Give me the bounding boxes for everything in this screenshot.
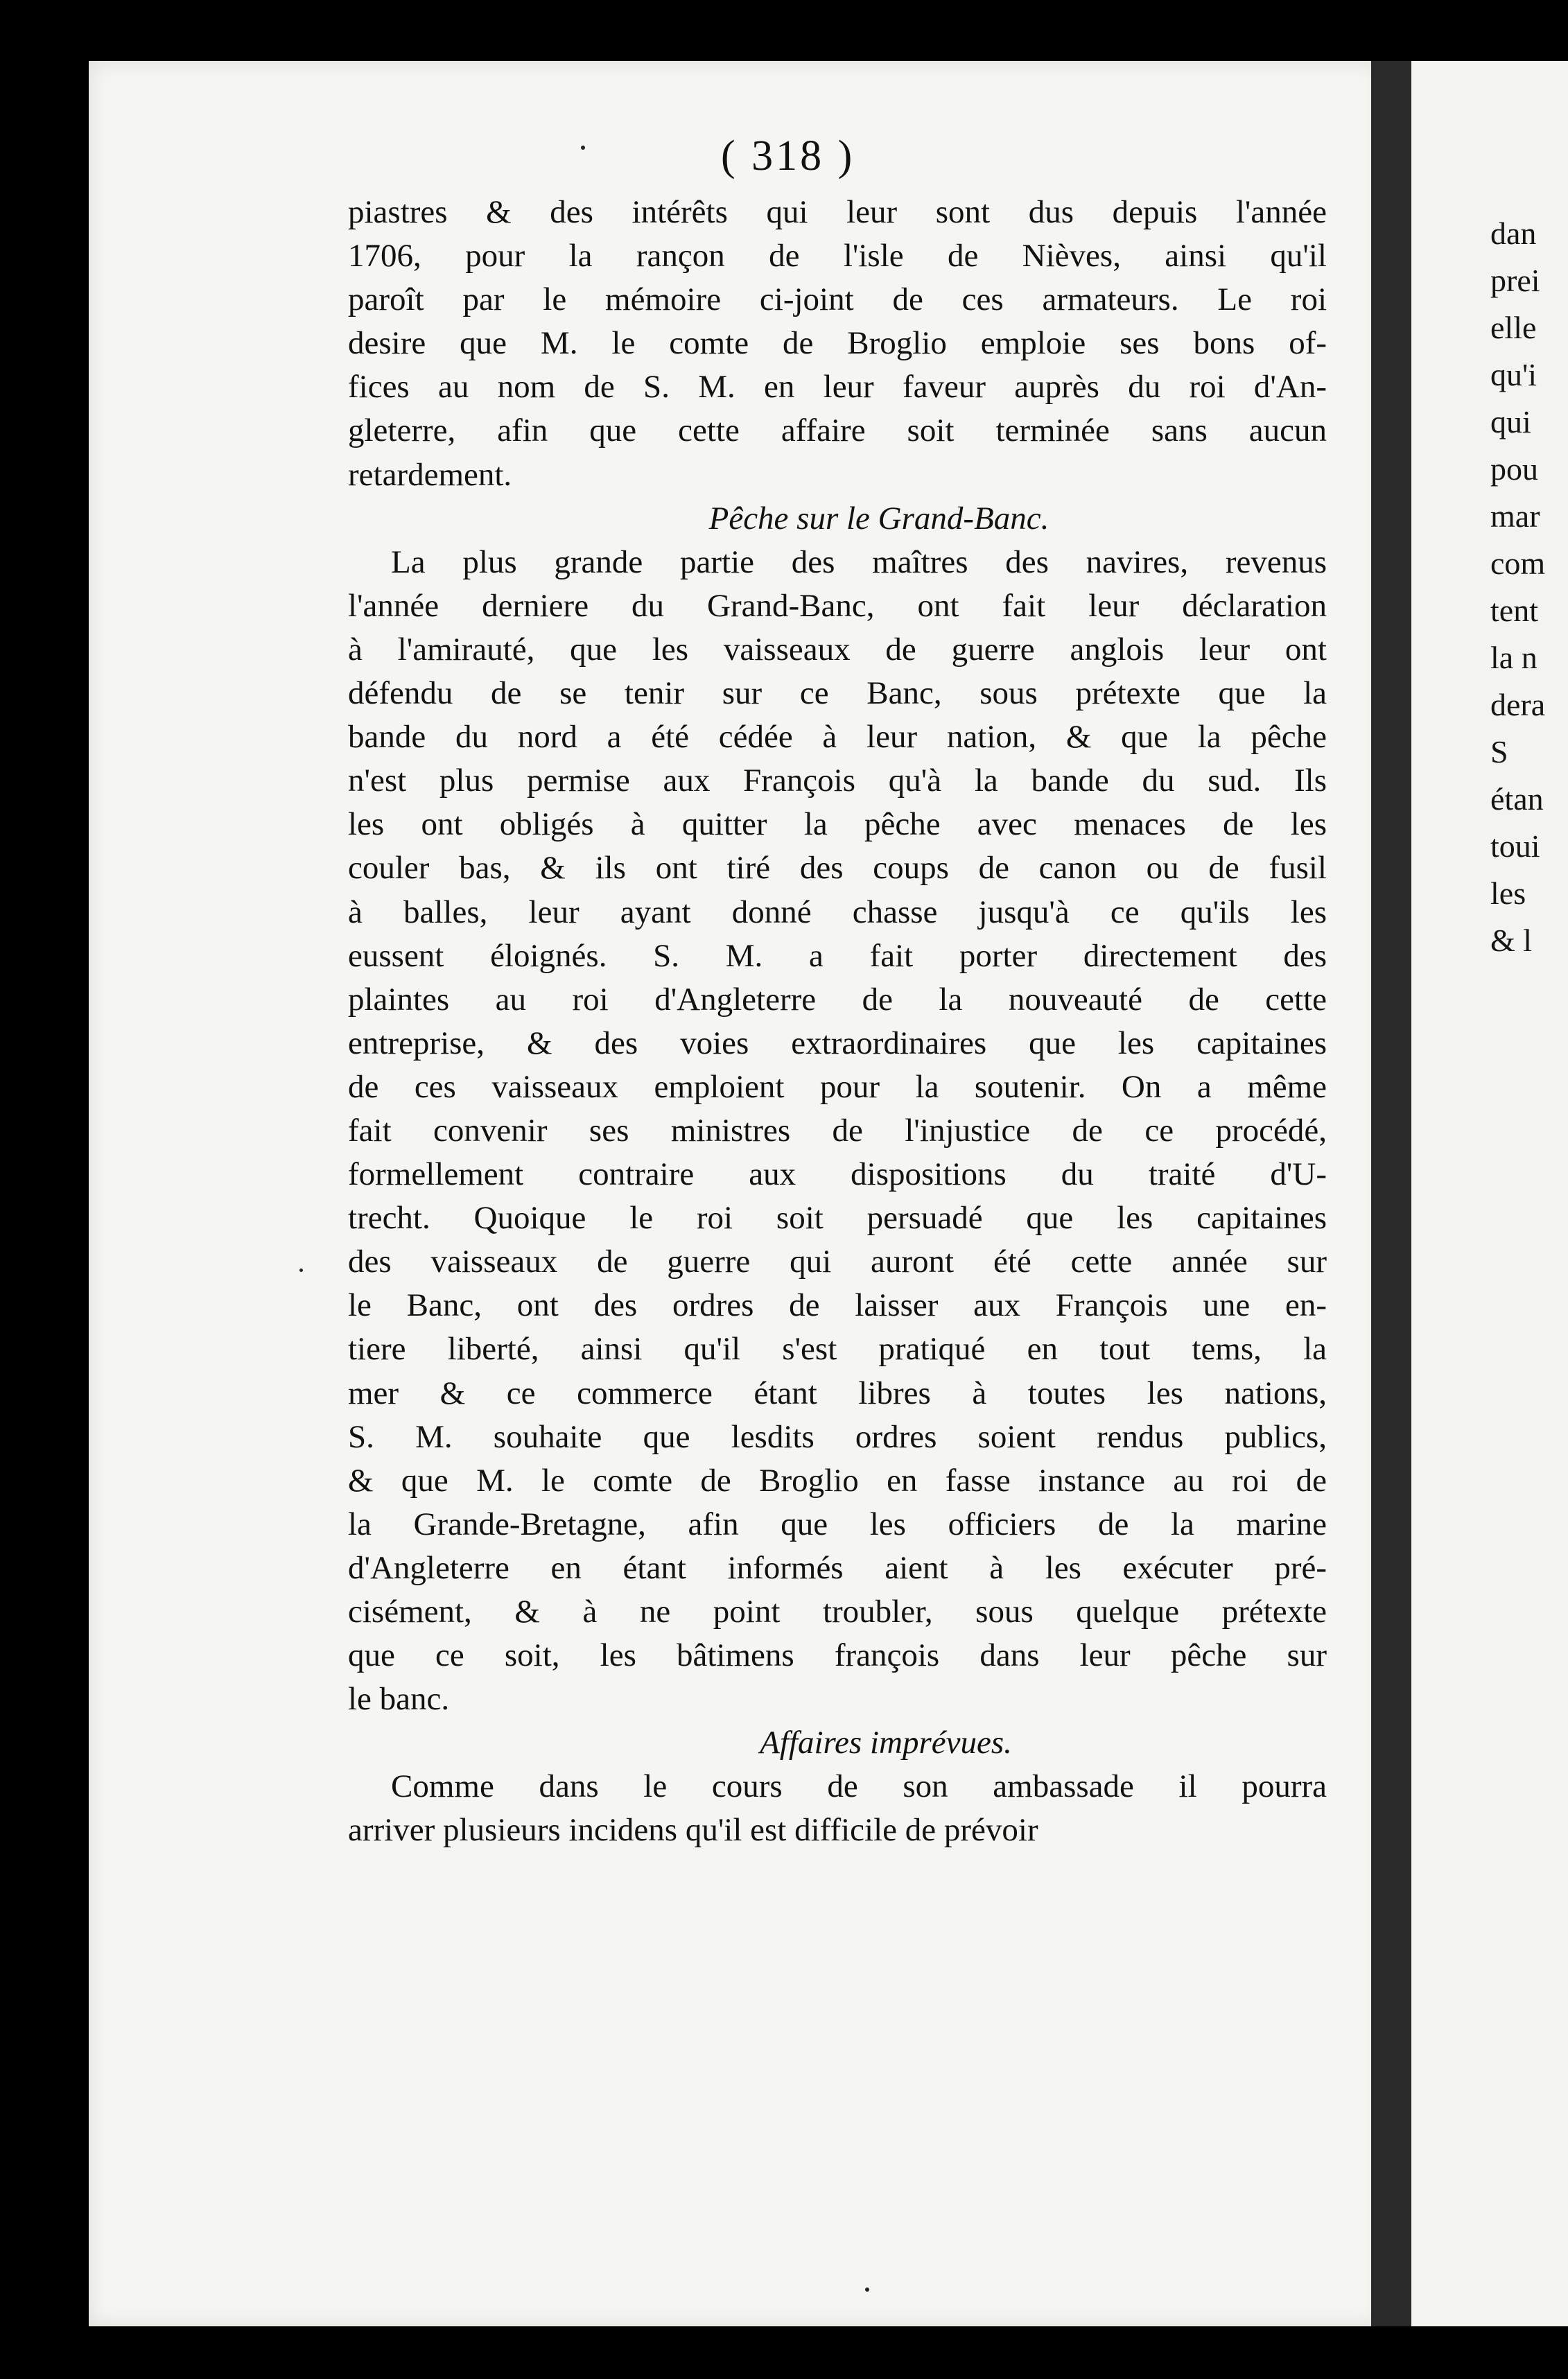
facing-page-fragment: toui [1490, 828, 1540, 864]
page-body [348, 191, 1327, 1853]
text-line: défendu de se tenir sur ce Banc, sous prétexte que la [348, 675, 1327, 712]
text-line: piastres & des intérêts qui leur sont dus depuis l'année [348, 194, 1327, 230]
text-line: tiere liberté, ainsi qu'il s'est pratiqué en tout tems, la [348, 1331, 1327, 1368]
text-line: des vaisseaux de guerre qui auront été cette année sur [348, 1244, 1327, 1280]
facing-page-fragment: & l [1490, 923, 1533, 958]
text-line: S. M. souhaite que lesdits ordres soient rendus publics, [348, 1418, 1327, 1455]
section-heading-affaires: Affaires imprévues. [760, 1725, 1012, 1761]
text-line: le Banc, ont des ordres de laisser aux François une en- [348, 1287, 1327, 1324]
text-line: la Grande-Bretagne, afin que les officiers de la marine [348, 1506, 1327, 1542]
text-line: trecht. Quoique le roi soit persuadé que les capitaines [348, 1200, 1327, 1237]
facing-page-fragment: pou [1490, 451, 1538, 487]
facing-page-fragment: qui [1490, 404, 1531, 439]
text-line: que ce soit, les bâtimens françois dans leur pêche sur [348, 1637, 1327, 1674]
facing-page [1411, 61, 1568, 2326]
text-line: de ces vaisseaux emploient pour la soutenir. On a même [348, 1068, 1327, 1105]
text-line: 1706, pour la rançon de l'isle de Nièves, ainsi qu'il [348, 238, 1327, 274]
facing-page-fragment: étan [1490, 781, 1544, 817]
section-grand-banc [348, 541, 1327, 1722]
text-line: à l'amirauté, que les vaisseaux de guerre anglois leur ont [348, 631, 1327, 668]
facing-page-fragment: dan [1490, 216, 1537, 251]
text-line: fait convenir ses ministres de l'injustice de ce procédé, [348, 1112, 1327, 1149]
facing-page-fragment: dera [1490, 687, 1546, 722]
text-line: le banc. [348, 1681, 450, 1718]
opening-paragraph [348, 191, 1327, 497]
text-line: plaintes au roi d'Angleterre de la nouveauté de cette [348, 981, 1327, 1018]
section-affaires [348, 1765, 1327, 1852]
ink-speck [299, 1269, 303, 1272]
facing-page-fragment: la n [1490, 640, 1537, 675]
text-line: entreprise, & des voies extraordinaires que les capitaines [348, 1025, 1327, 1061]
text-line: mer & ce commerce étant libres à toutes les nations, [348, 1375, 1327, 1411]
text-line: l'année derniere du Grand-Banc, ont fait leur déclaration [348, 587, 1327, 624]
facing-page-fragment: mar [1490, 498, 1540, 534]
facing-page-fragment: prei [1490, 263, 1540, 298]
section-heading-grand-banc: Pêche sur le Grand-Banc. [708, 500, 1049, 537]
facing-page-fragment: S [1490, 734, 1508, 769]
ink-speck [865, 2288, 869, 2292]
text-line: fices au nom de S. M. en leur faveur auprès du roi d'An- [348, 369, 1327, 406]
text-line: bande du nord a été cédée à leur nation, & que la pêche [348, 719, 1327, 756]
ink-speck [581, 146, 585, 150]
text-line: eussent éloignés. S. M. a fait porter directement des [348, 937, 1327, 974]
text-line: à balles, leur ayant donné chasse jusqu'à ce qu'ils les [348, 894, 1327, 930]
page-number: ( 318 ) [721, 132, 855, 180]
text-line: d'Angleterre en étant informés aient à les exécuter pré- [348, 1549, 1327, 1586]
text-line: gleterre, afin que cette affaire soit terminée sans aucun [348, 412, 1327, 449]
book-gutter [1371, 61, 1411, 2326]
facing-page-fragment: qu'i [1490, 357, 1537, 392]
text-line: paroît par le mémoire ci-joint de ces armateurs. Le roi [348, 281, 1327, 318]
text-line: arriver plusieurs incidens qu'il est difficile de prévoir [348, 1812, 1038, 1849]
text-line: cisément, & à ne point troubler, sous quelque prétexte [348, 1594, 1327, 1630]
text-line: couler bas, & ils ont tiré des coups de canon ou de fusil [348, 850, 1327, 887]
text-line: retardement. [348, 456, 512, 493]
text-line: La plus grande partie des maîtres des navires, revenus [391, 543, 1327, 580]
facing-page-fragment: com [1490, 546, 1546, 581]
facing-page-fragment: les [1490, 875, 1526, 911]
text-line: les ont obligés à quitter la pêche avec menaces de les [348, 806, 1327, 843]
text-line: n'est plus permise aux François qu'à la bande du sud. Ils [348, 762, 1327, 799]
text-line: formellement contraire aux dispositions du traité d'U- [348, 1156, 1327, 1193]
facing-page-fragment: elle [1490, 310, 1537, 345]
text-line: Comme dans le cours de son ambassade il pourra [391, 1768, 1327, 1805]
text-line: & que M. le comte de Broglio en fasse instance au roi de [348, 1462, 1327, 1499]
facing-page-fragment: tent [1490, 593, 1538, 628]
text-line: desire que M. le comte de Broglio emploie ses bons of- [348, 325, 1327, 362]
